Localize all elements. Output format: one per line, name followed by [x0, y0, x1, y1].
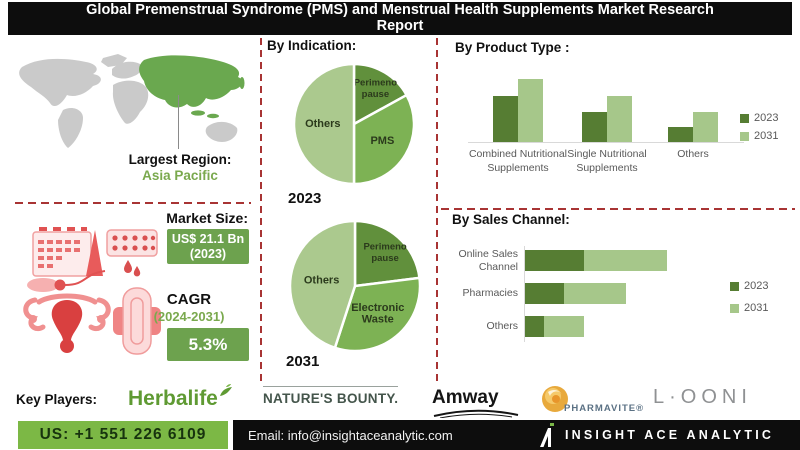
bar-Single Nutritional Supplements-2031 — [607, 96, 632, 142]
legend-swatch — [740, 132, 749, 141]
map-africa — [113, 81, 148, 124]
herbalife-leaf-icon — [218, 384, 234, 400]
looni-wordmark: L·OONI — [653, 386, 752, 408]
cagr-label: CAGR — [166, 291, 212, 308]
bar-Pharmacies-2023 — [525, 283, 564, 304]
divider-vertical-left — [260, 38, 262, 383]
pie-slice-label: PMS — [370, 134, 395, 147]
natures-bounty-wordmark: NATURE'S BOUNTY. — [263, 391, 399, 406]
brand-looni — [653, 386, 752, 409]
report-title-line2: Report — [376, 17, 424, 34]
legend-item-2031 — [740, 130, 778, 142]
bar-category-label: Others — [486, 320, 518, 332]
calendar-icon — [33, 227, 103, 276]
pie-svg — [291, 61, 417, 187]
brand-herbalife — [128, 387, 234, 411]
by-indication-heading: By Indication: — [267, 38, 357, 53]
market-size-box — [167, 229, 249, 264]
legend-swatch — [730, 304, 739, 313]
bar-category-label: Single Nutritional Supplements — [567, 148, 647, 174]
uterus-icon — [26, 296, 109, 353]
sales-channel-legend — [730, 280, 768, 314]
pie-slice-label: Others — [305, 118, 341, 130]
by-product-type-heading: By Product Type : — [455, 40, 570, 55]
pie-chart-2031 — [287, 218, 423, 354]
bar-Online Sales Channel-2031 — [584, 250, 667, 271]
legend-label: 2023 — [744, 280, 769, 292]
bar-Others-2023 — [668, 127, 693, 142]
legend-swatch — [730, 282, 739, 291]
brand-pharmavite — [540, 384, 644, 414]
legend-label: 2031 — [744, 302, 769, 314]
divider-horizontal-right — [441, 208, 795, 210]
phone-contact — [18, 421, 228, 449]
bar-Others-2031 — [544, 316, 584, 337]
bar-Combined Nutritional Supplements-2023 — [493, 96, 518, 142]
pie-slice-label: Perimeno pause — [353, 77, 398, 100]
phone-number: US: +1 551 226 6109 — [39, 426, 207, 443]
largest-region-label: Largest Region: — [128, 152, 232, 167]
map-island — [191, 110, 205, 115]
legend-item-2023 — [740, 112, 778, 124]
map-north-america — [19, 59, 101, 106]
legend-label: 2031 — [754, 130, 779, 142]
divider-vertical-right — [436, 38, 438, 383]
cagr-value-box — [167, 328, 249, 361]
world-map — [10, 53, 254, 155]
product-type-axis — [468, 142, 744, 143]
company-logo-lockup — [539, 420, 774, 450]
herbalife-wordmark: Herbalife — [128, 387, 218, 410]
pie-slice-label: Electronic Waste — [351, 302, 405, 326]
amway-swoosh-icon — [432, 409, 520, 418]
divider-horizontal-left — [15, 202, 251, 204]
pill-blister-icon — [107, 230, 157, 256]
pharmavite-wordmark: PHARMAVITE® — [564, 403, 645, 414]
map-island — [240, 77, 245, 89]
pie-year-2031: 2031 — [286, 353, 320, 370]
pie-svg — [287, 218, 423, 354]
market-size-value: US$ 21.1 Bn — [171, 231, 245, 246]
largest-region-value: Asia Pacific — [142, 168, 218, 183]
pie-slice-label: Others — [303, 274, 340, 287]
bar-category-label: Others — [677, 148, 709, 160]
brand-natures-bounty — [263, 386, 398, 406]
map-pointer-line — [178, 95, 179, 149]
bar-Online Sales Channel-2023 — [525, 250, 584, 271]
legend-item-2031 — [730, 302, 768, 314]
legend-swatch — [740, 114, 749, 123]
by-sales-channel-heading: By Sales Channel: — [452, 212, 570, 227]
amway-wordmark: Amway — [432, 387, 499, 408]
bar-Single Nutritional Supplements-2023 — [582, 112, 607, 142]
insight-ace-logo-icon — [539, 423, 557, 447]
bar-Pharmacies-2031 — [564, 283, 626, 304]
blood-drops-icon — [124, 260, 140, 276]
bar-category-label: Online Sales Channel — [458, 248, 518, 274]
bar-Others-2031 — [693, 112, 718, 142]
cagr-period: (2024-2031) — [153, 309, 225, 324]
legend-item-2023 — [730, 280, 768, 292]
pie-slice-label: Perimeno pause — [363, 241, 407, 264]
report-title-line1: Global Premenstrual Syndrome (PMS) and Menstrual Health Supplements Market Research — [86, 2, 714, 18]
map-south-america — [58, 108, 83, 148]
map-asia-highlight — [139, 55, 242, 107]
market-size-year: (2023) — [189, 246, 227, 261]
brand-amway — [432, 387, 520, 418]
pie-year-2023: 2023 — [288, 190, 322, 207]
key-players-label: Key Players: — [16, 392, 98, 407]
bar-category-label: Pharmacies — [462, 287, 518, 299]
bar-Combined Nutritional Supplements-2031 — [518, 79, 543, 142]
footer-bar — [233, 420, 800, 450]
bar-category-label: Combined Nutritional Supplements — [468, 148, 568, 174]
product-type-legend — [740, 112, 778, 142]
market-size-label: Market Size: — [166, 210, 248, 226]
email-contact: Email: info@insightaceanalytic.com — [248, 427, 453, 443]
legend-label: 2023 — [754, 112, 779, 124]
pie-chart-2023 — [291, 61, 417, 187]
report-title-bar — [8, 2, 792, 35]
bar-Others-2023 — [525, 316, 544, 337]
company-name: INSIGHT ACE ANALYTIC — [565, 428, 775, 442]
map-island — [207, 114, 219, 118]
cagr-value: 5.3% — [188, 334, 228, 354]
map-australia — [206, 122, 238, 142]
